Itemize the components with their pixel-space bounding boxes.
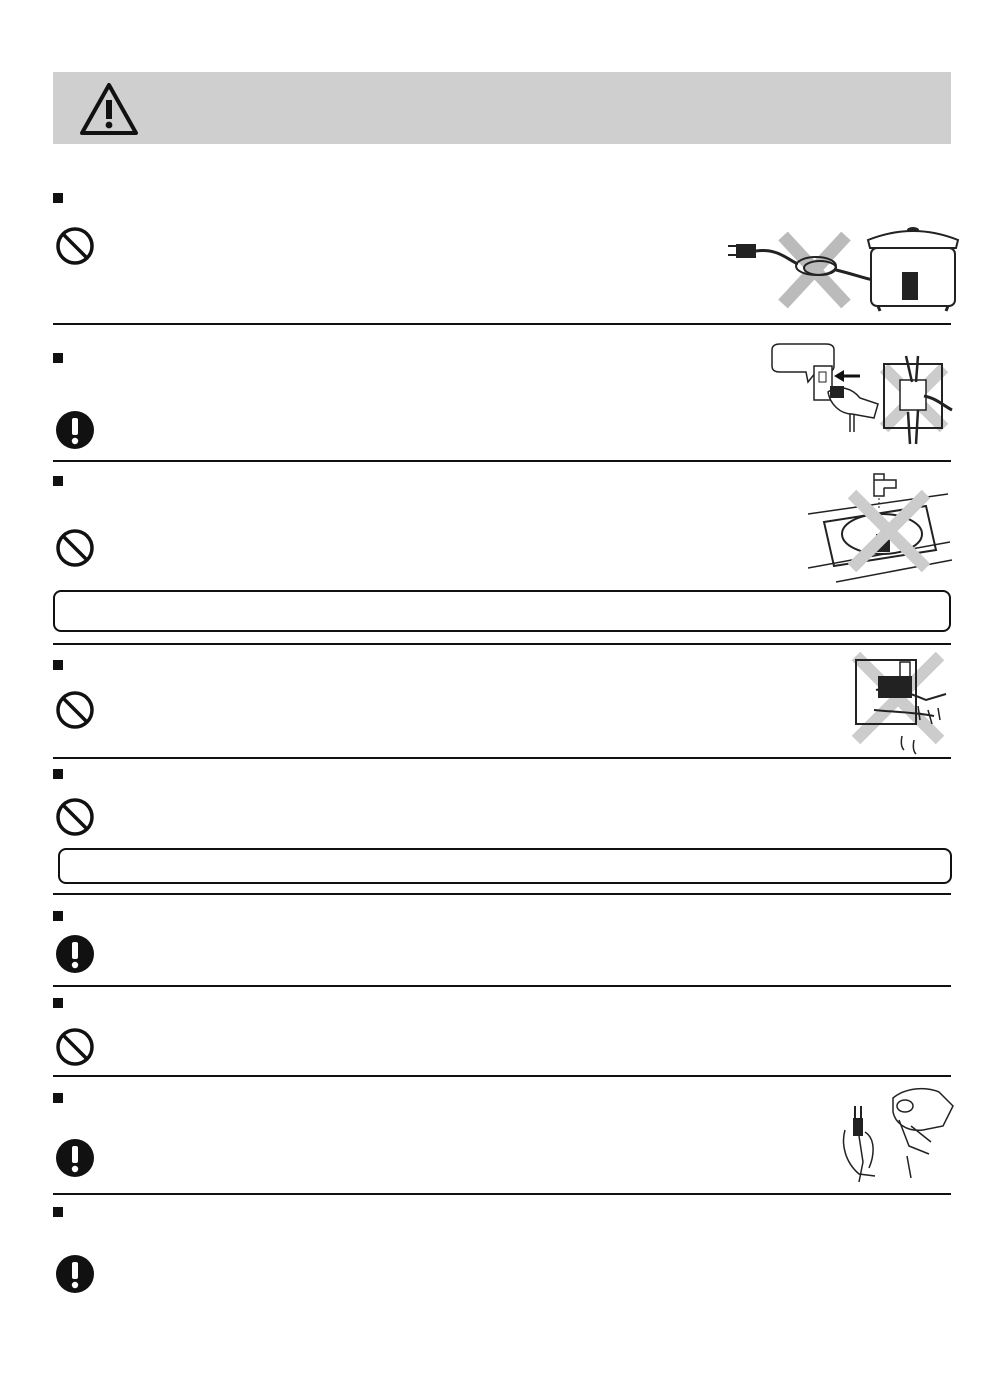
prohibition-icon — [55, 226, 95, 266]
mandatory-icon — [55, 1254, 95, 1294]
section-bullet — [53, 769, 63, 779]
prohibition-icon — [55, 690, 95, 730]
cleaning-plug-illustration — [835, 1082, 960, 1184]
section-bullet — [53, 998, 63, 1008]
mandatory-icon — [55, 410, 95, 450]
wet-hands-plug-illustration — [848, 650, 950, 758]
section-divider — [53, 1075, 951, 1077]
prohibition-icon — [55, 797, 95, 837]
prohibition-icon — [55, 1027, 95, 1067]
section-bullet — [53, 193, 63, 203]
section-bullet — [53, 1093, 63, 1103]
cord-coiled-rice-cooker-illustration — [728, 218, 960, 314]
section-bullet — [53, 1207, 63, 1217]
section-divider — [53, 460, 951, 462]
plug-outlet-illustration — [768, 340, 953, 452]
warning-triangle-icon — [79, 82, 139, 136]
prohibition-icon — [55, 528, 95, 568]
section-divider — [53, 323, 951, 325]
caution-note-box — [53, 590, 951, 632]
section-bullet — [53, 476, 63, 486]
section-divider — [53, 643, 951, 645]
mandatory-icon — [55, 1138, 95, 1178]
warning-banner — [53, 72, 951, 144]
section-bullet — [53, 911, 63, 921]
section-divider — [53, 757, 951, 759]
section-bullet — [53, 660, 63, 670]
caution-note-box — [58, 848, 952, 884]
section-divider — [53, 1193, 951, 1195]
section-divider — [53, 985, 951, 987]
section-divider — [53, 893, 951, 895]
section-bullet — [53, 353, 63, 363]
mandatory-icon — [55, 934, 95, 974]
cooker-in-sink-illustration — [808, 470, 953, 585]
